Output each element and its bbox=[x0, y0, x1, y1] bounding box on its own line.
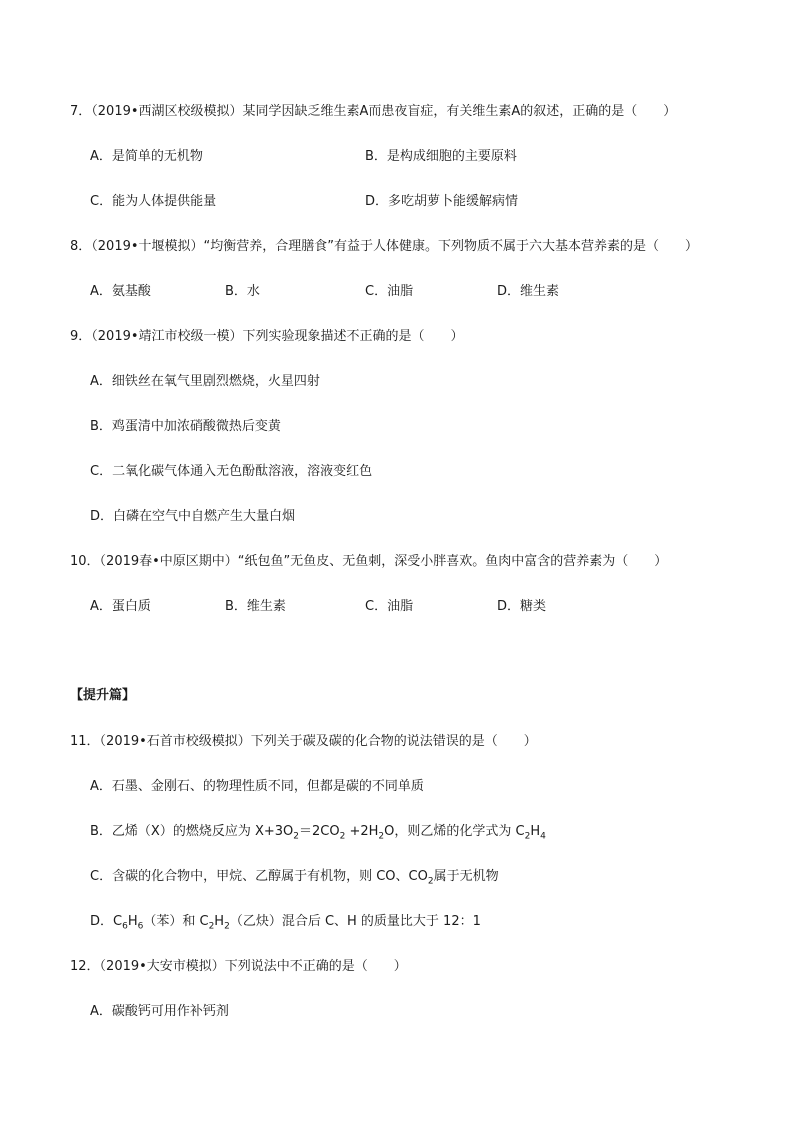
question-10-option-d: D．糖类 bbox=[497, 599, 547, 614]
question-11-option-c: C．含碳的化合物中，甲烷、乙醇属于有机物，则 CO、$CO_2$属于无机物 bbox=[90, 869, 499, 887]
question-11-option-d: D．$C_6H_6$（苯）和 $C_2H_2$（乙炔）混合后 C、H 的质量比大于 12：1 bbox=[90, 914, 481, 932]
question-11-stem: 11．（2019•石首市校级模拟）下列关于碳及碳的化合物的说法错误的是（ ） bbox=[70, 734, 537, 749]
question-9-option-c: C．二氧化碳气体通入无色酚酞溶液，溶液变红色 bbox=[90, 464, 373, 479]
question-12-stem: 12．（2019•大安市模拟）下列说法中不正确的是（ ） bbox=[70, 959, 407, 974]
question-7-stem: 7．（2019•西湖区校级模拟）某同学因缺乏维生素A而患夜盲症，有关维生素A的叙述，正确的是（ ） bbox=[70, 104, 677, 119]
question-11-option-a: A．石墨、金刚石、的物理性质不同，但都是碳的不同单质 bbox=[90, 779, 424, 794]
question-10-stem: 10．（2019春•中原区期中）“纸包鱼”无鱼皮、无鱼刺，深受小胖喜欢。鱼肉中富含的营养素为（ ） bbox=[70, 554, 668, 569]
question-7-option-c: C．能为人体提供能量 bbox=[90, 194, 217, 209]
question-12-option-a: A．碳酸钙可用作补钙剂 bbox=[90, 1004, 229, 1019]
question-7-option-b: B．是构成细胞的主要原料 bbox=[365, 149, 517, 164]
question-9-option-d: D．白磷在空气中自燃产生大量白烟 bbox=[90, 509, 296, 524]
question-7-option-a: A．是简单的无机物 bbox=[90, 149, 203, 164]
question-9-stem: 9．（2019•靖江市校级一模）下列实验现象描述不正确的是（ ） bbox=[70, 329, 464, 344]
question-8-option-c: C．油脂 bbox=[365, 284, 414, 299]
question-8-stem: 8．（2019•十堰模拟）“均衡营养，合理膳食”有益于人体健康。下列物质不属于六大基本营养素的是（ ） bbox=[70, 239, 698, 254]
question-8-option-d: D．维生素 bbox=[497, 284, 560, 299]
question-9-option-a: A．细铁丝在氧气里剧烈燃烧，火星四射 bbox=[90, 374, 320, 389]
question-7-option-d: D．多吃胡萝卜能缓解病情 bbox=[365, 194, 519, 209]
question-10-option-a: A．蛋白质 bbox=[90, 599, 151, 614]
question-9-option-b: B．鸡蛋清中加浓硝酸微热后变黄 bbox=[90, 419, 281, 434]
question-11-option-b: B．乙烯（X）的燃烧反应为 $X+3O_2=2CO_2 +2H_2O$，则乙烯的化学式为 $C_2H_4$ bbox=[90, 824, 546, 842]
question-10-option-b: B．维生素 bbox=[225, 599, 286, 614]
question-10-option-c: C．油脂 bbox=[365, 599, 414, 614]
section-title: 【提升篇】 bbox=[70, 688, 136, 703]
question-8-option-b: B．水 bbox=[225, 284, 260, 299]
question-8-option-a: A．氨基酸 bbox=[90, 284, 151, 299]
